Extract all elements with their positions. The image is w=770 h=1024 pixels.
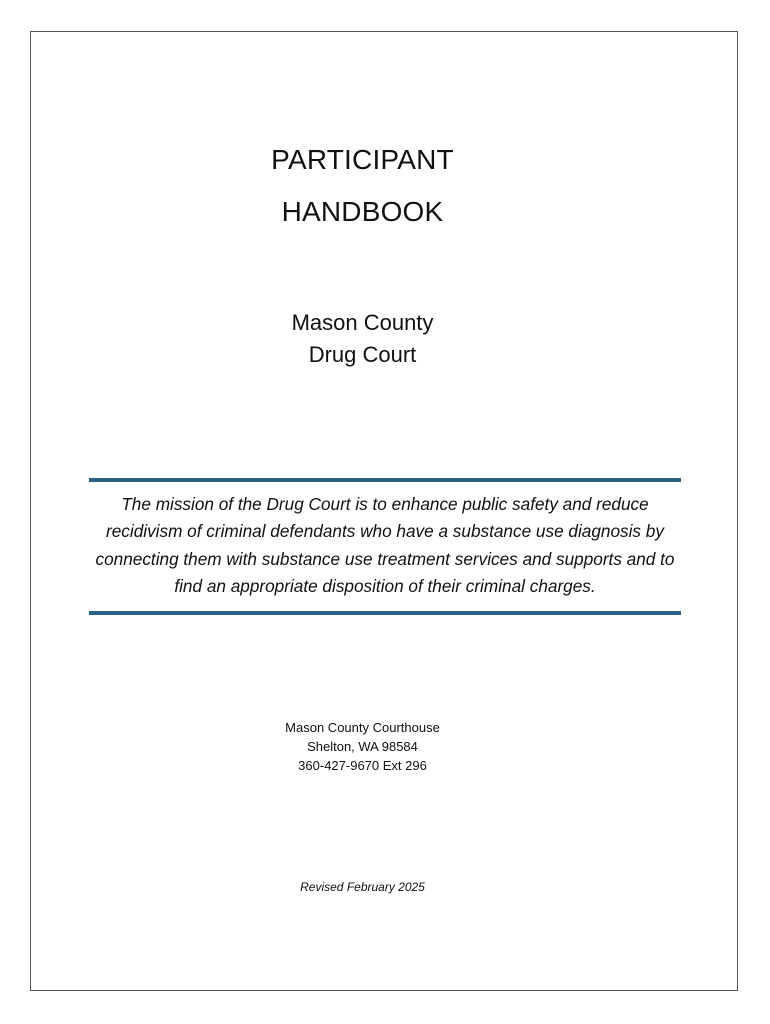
court-name-line-2: Drug Court [308,342,417,367]
mission-top-rule [89,478,681,482]
court-name-line-1: Mason County [291,310,434,335]
revision-date: Revised February 2025 [300,880,425,894]
address-phone: 360-427-9670 Ext 296 [298,758,427,773]
handbook-title-line-2: HANDBOOK [281,196,444,227]
mission-statement: The mission of the Drug Court is to enhance public safety and reduce recidivism of criminal defendants who have a substance use diagnosis by connecting them with substance use treatment services and supports and to find an appropriate disposition of their criminal charges. [95,494,675,596]
address-courthouse: Mason County Courthouse [285,720,440,735]
mission-bottom-rule [89,611,681,615]
handbook-title-line-1: PARTICIPANT [271,144,454,175]
address-city: Shelton, WA 98584 [307,739,418,754]
